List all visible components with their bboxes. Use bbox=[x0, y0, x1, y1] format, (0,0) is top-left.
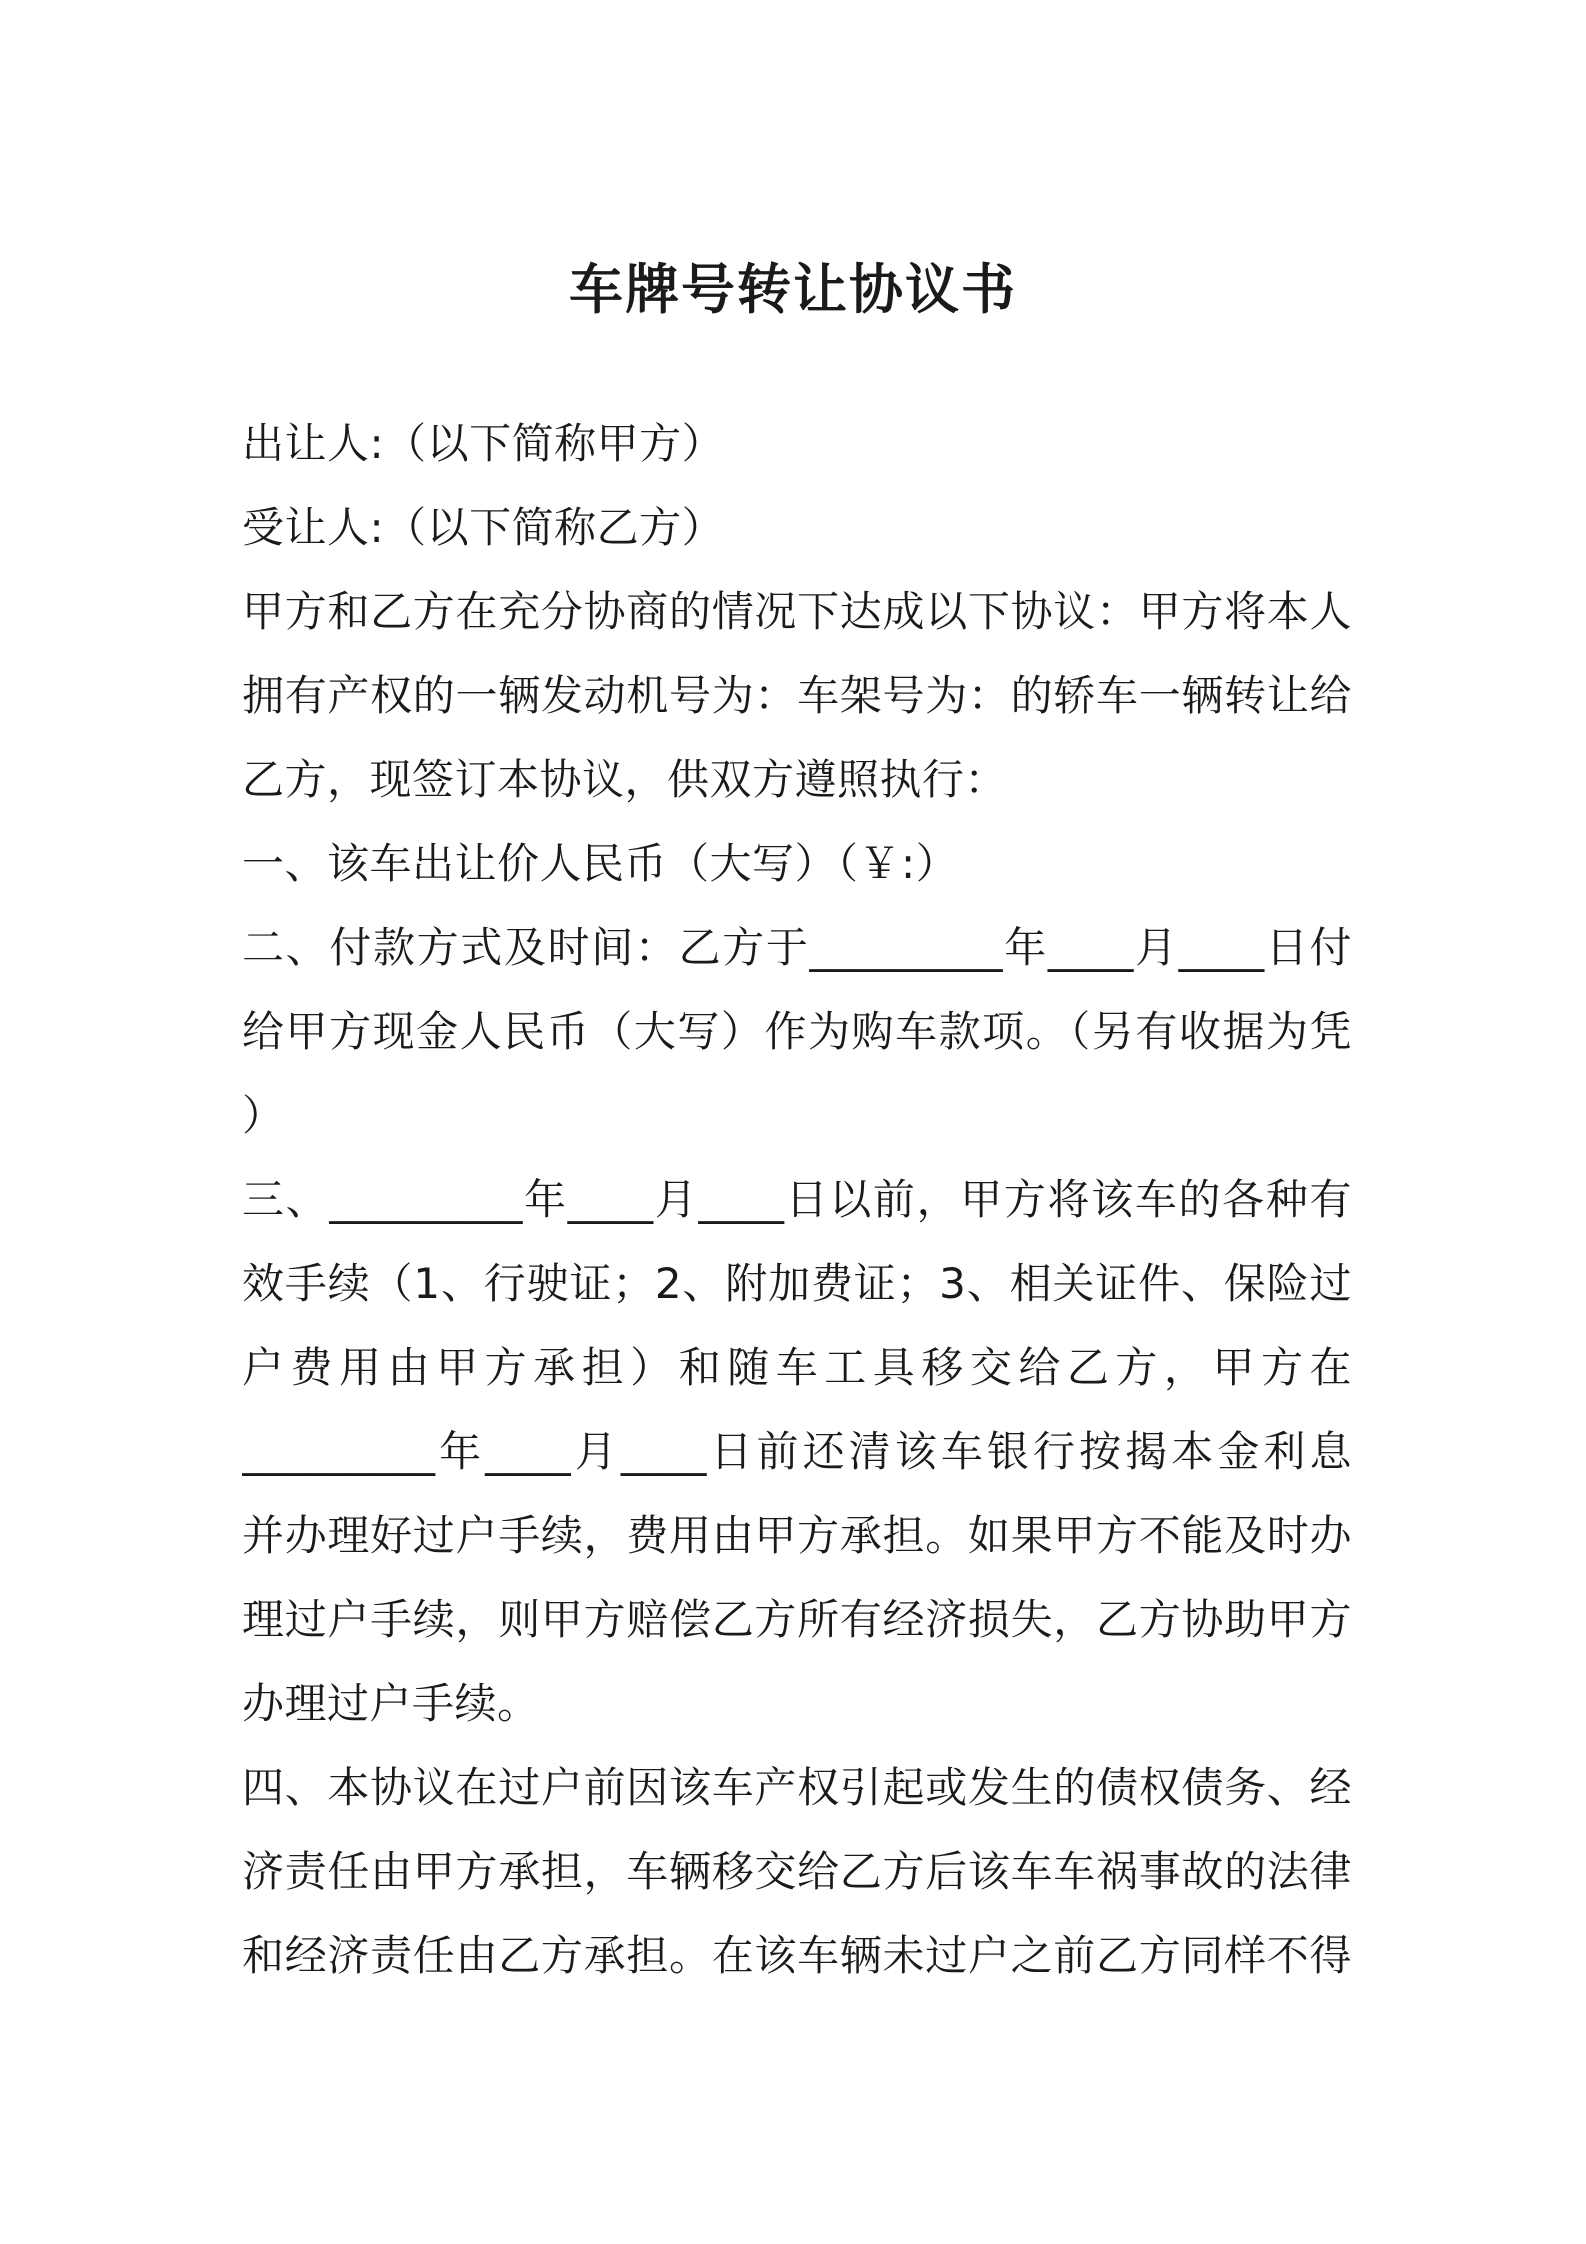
paragraph-line: 四、本协议在过户前因该车产权引起或发生的债权债务、经 bbox=[242, 1763, 1352, 1812]
paragraph-line: 效手续（1、行驶证；2、附加费证；3、相关证件、保险过 bbox=[242, 1259, 1352, 1308]
paragraph-line: ） bbox=[242, 1091, 285, 1140]
paragraph-line: 甲方和乙方在充分协商的情况下达成以下协议：甲方将本人 bbox=[242, 587, 1352, 636]
paragraph-line: _________年____月____日前还清该车银行按揭本金利息 bbox=[242, 1427, 1352, 1476]
document-title: 车牌号转让协议书 bbox=[569, 258, 1017, 321]
paragraph-line: 出让人:（以下简称甲方） bbox=[242, 419, 725, 468]
paragraph-line: 办理过户手续。 bbox=[242, 1679, 540, 1728]
document-body bbox=[242, 402, 1352, 1998]
paragraph-line: 一、该车出让价人民币（大写）（￥:） bbox=[242, 839, 959, 888]
paragraph-line: 济责任由甲方承担，车辆移交给乙方后该车车祸事故的法律 bbox=[242, 1847, 1352, 1896]
paragraph-line: 二、付款方式及时间：乙方于_________年____月____日付 bbox=[242, 923, 1352, 972]
paragraph-line: 乙方，现签订本协议，供双方遵照执行： bbox=[242, 755, 1008, 804]
paragraph-line: 并办理好过户手续，费用由甲方承担。如果甲方不能及时办 bbox=[242, 1511, 1352, 1560]
paragraph-line: 理过户手续，则甲方赔偿乙方所有经济损失，乙方协助甲方 bbox=[242, 1595, 1352, 1644]
paragraph-line: 给甲方现金人民币（大写）作为购车款项。（另有收据为凭 bbox=[242, 1007, 1352, 1056]
paragraph-line: 受让人:（以下简称乙方） bbox=[242, 503, 725, 552]
paragraph-line: 和经济责任由乙方承担。在该车辆未过户之前乙方同样不得 bbox=[242, 1931, 1352, 1980]
paragraph-line: 拥有产权的一辆发动机号为：车架号为：的轿车一辆转让给 bbox=[242, 671, 1352, 720]
paragraph-line: 户费用由甲方承担）和随车工具移交给乙方，甲方在 bbox=[242, 1343, 1352, 1392]
paragraph-line: 三、_________年____月____日以前，甲方将该车的各种有 bbox=[242, 1175, 1352, 1224]
